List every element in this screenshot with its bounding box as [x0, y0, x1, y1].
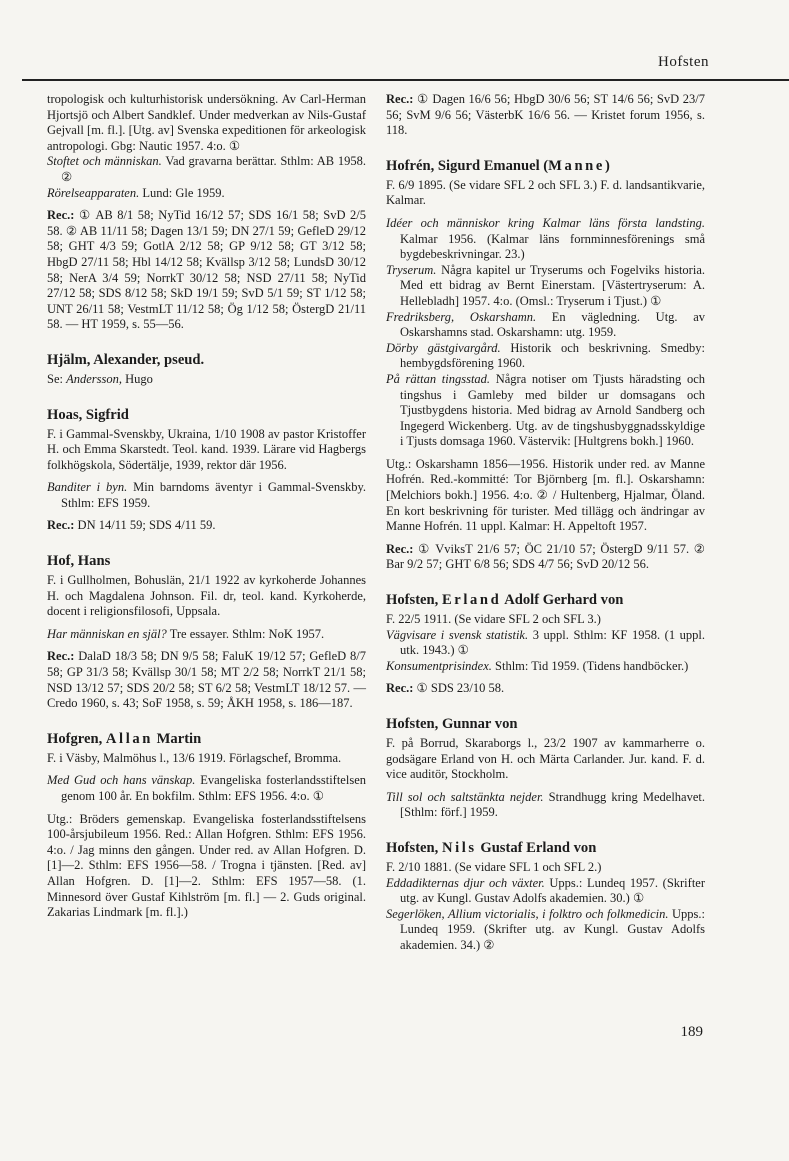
work-title: Dörby gästgivargård.	[386, 340, 501, 355]
work-title: Idéer och människor kring Kalmar läns första landsting.	[386, 215, 705, 230]
left-column	[47, 92, 366, 921]
work-entry	[386, 216, 705, 263]
work-details: Vad gravarna berättar. Sthlm: AB 1958. ②	[61, 154, 367, 184]
reviews-text: DN 14/11 59; SDS 4/11 59.	[77, 518, 216, 533]
work-details: Kalmar 1956. (Kalmar läns fornminnesförenings små bygdebeskrivningar. 23.)	[400, 231, 705, 262]
work-title: Fredriksberg, Oskarshamn.	[386, 309, 537, 324]
reviews	[47, 649, 366, 711]
see-label: Se:	[47, 371, 63, 386]
running-head: Hofsten	[658, 54, 709, 70]
reviews-label: Rec.:	[386, 92, 414, 106]
biography: F. 2/10 1881. (Se vidare SFL 1 och SFL 2.)	[386, 859, 602, 874]
work-entry	[386, 263, 705, 310]
work-title: Konsumentprisindex.	[386, 658, 492, 673]
reviews	[386, 92, 705, 139]
biography: F. 22/5 1911. (Se vidare SFL 2 och SFL 3.)	[386, 612, 601, 627]
reviews-text: ① VviksT 21/6 57; ÖC 21/10 57; ÖstergD 9/11 57. ② Bar 9/2 57; GHT 6/8 56; SDS 4/7 56; SvD 20/12 56.	[386, 541, 706, 572]
reviews-text: DalaD 18/3 58; DN 9/5 58; FaluK 19/12 57; GefleD 8/7 58; GP 31/3 58; Kvällsp 30/1 58; MT 2/2 58; NorrkT 21/1 58; NSD 13/12 57; SDS 20/2 58; ST 6/2 58; VestmLT 18/12 57. — Credo 1960, s. 43; SoF 1958, s. 59; ÅKH 1958, s. 186—187.	[47, 649, 367, 711]
reviews	[47, 518, 366, 534]
reviews-text: ① Dagen 16/6 56; HbgD 30/6 56; ST 14/6 56; SvD 23/7 56; SvM 9/6 56; VästerbK 16/6 56. — Kristet forum 1956, s. 118.	[386, 92, 705, 138]
work-details: Några kapitel ur Tryserums och Fogelviks historia. Med ett bidrag av Bernt Einerstam. [Västertryserum: A. Hellebladh] 1957. 4:o. (Omsl.: Tryserum i Tjust.) ①	[400, 262, 705, 308]
work-entry	[386, 341, 705, 372]
heading-spaced-name: Manne	[548, 157, 605, 174]
heading-close: )	[604, 157, 610, 174]
entry-heading: Hoas, Sigfrid	[47, 406, 129, 423]
heading-surname: Hofgren,	[47, 730, 103, 747]
work-details: Sthlm: Tid 1959. (Tidens handböcker.)	[495, 658, 689, 673]
work-entry	[47, 186, 366, 202]
heading-forename: Gustaf Erland von	[480, 839, 597, 856]
entry-heading	[386, 157, 705, 175]
work-details: Tre essayer. Sthlm: NoK 1957.	[169, 626, 325, 641]
see-reference: Andersson,	[66, 371, 123, 386]
biography: F. i Gullholmen, Bohuslän, 21/1 1922 av kyrkoherde Johannes H. och Magdalena Johnson. Fil. dr, teol. kand. Kyrkoherde, docent i religionsfilosofi, Uppsala.	[47, 573, 366, 619]
work-title: Eddadikternas djur och växter.	[386, 875, 545, 890]
work-entry	[386, 790, 705, 821]
entry-heading: Hofsten, Gunnar von	[386, 716, 518, 732]
work-title: Segerlöken, Allium victorialis, i folktro och folkmedicin.	[386, 906, 669, 921]
work-entry	[386, 907, 705, 954]
heading-surname: Hofsten,	[386, 592, 439, 609]
biography: F. på Borrud, Skaraborgs l., 23/2 1907 av kammarherre o. godsägare Erland von H. och Märta Carlander. Jur. kand. F. d. vice auditör, Stockholm.	[386, 736, 705, 782]
reviews	[47, 208, 366, 333]
entry-heading	[47, 730, 366, 748]
work-details: Upps.: Lundeq 1959. (Skrifter utg. av Kungl. Gustav Adolfs akademien. 34.) ②	[400, 906, 705, 952]
reviews-label: Rec.:	[47, 208, 75, 223]
reviews	[386, 681, 705, 697]
header-rule	[22, 79, 789, 81]
work-entry	[386, 876, 705, 907]
biography: F. i Väsby, Malmöhus l., 13/6 1919. Förlagschef, Bromma.	[47, 750, 342, 765]
heading-forename: Martin	[156, 730, 202, 747]
work-title: Med Gud och hans vänskap.	[47, 773, 196, 788]
work-details: Upps.: Lundeq 1957. (Skrifter utg. av Kungl. Gustav Adolfs akademien. 30.) ①	[400, 875, 705, 906]
editorship: Utg.: Bröders gemenskap. Evangeliska fosterlandsstiftelsens 100-årsjubileum 1956. Red.: Allan Hofgren. Sthlm: EFS 1956. 4:o. / Jag minns den gången. Under red. av Allan Hofgren. D. [1]—2. Sthlm: EFS 1956—58. / Trogna i tjänsten. [Red. av] Allan Hofgren. D. [1]—2. Sthlm: EFS 1957—58. (1. Minnesord över Gustaf Kihlström [m. fl.] — 2. Guds original. Zakarias Lindmark [m. fl.].)	[47, 811, 366, 920]
reviews-label: Rec.:	[386, 541, 414, 556]
entry-continuation-text	[47, 92, 366, 154]
work-details: Evangeliska fosterlandsstiftelsen genom 100 år. En bokfilm. Sthlm: EFS 1956. 4:o. ①	[61, 773, 366, 803]
reviews	[386, 542, 705, 573]
work-entry	[386, 372, 705, 450]
work-title: På rättan tingsstad.	[386, 371, 491, 386]
work-entry	[386, 310, 705, 341]
heading-spaced-name: Nils	[441, 839, 477, 856]
work-title: Banditer i byn.	[47, 480, 128, 495]
work-entry	[47, 627, 366, 643]
work-entry	[47, 480, 366, 511]
work-title: Har människan en själ?	[47, 626, 167, 641]
work-details: Lund: Gle 1959.	[142, 185, 225, 200]
reviews-text: ① AB 8/1 58; NyTid 16/12 57; SDS 16/1 58; SvD 2/5 58. ② AB 11/11 58; Dagen 13/1 59; DN 27/1 59; GefleD 29/12 58; GHT 4/3 59; GotlA 2/12 58; GP 9/12 58; GT 3/12 58; HbgD 27/11 58; Hbl 14/12 58; Kvällsp 3/12 58; LundsD 30/12 58; NerA 3/4 59; NorrkT 30/12 58; NSD 27/11 58; NyTid 27/12 58; SDS 8/12 58; SkD 19/1 59; SvD 5/1 59; ST 1/12 58; UNT 26/11 58; VestmLT 11/12 58; Ög 1/12 58; ÖstergD 21/11 58. — HT 1959, s. 55—56.	[47, 208, 366, 332]
see-reference-forename: Hugo	[125, 371, 153, 386]
work-details: Några notiser om Tjusts häradsting och tingshus i Gamleby med bilder ur domsagans och Tjustbygdens historia. Med bidrag av Arnold Sandberg och Ingegerd Wickenberg. Utg. av de tingshusbyggnadsskyldige i Tjusts domsaga 1960. Västervik: [Hultgrens bokh.] 1960.	[400, 371, 706, 449]
reviews-text: ① SDS 23/10 58.	[416, 681, 505, 696]
biography: F. 6/9 1895. (Se vidare SFL 2 och SFL 3.) F. d. landsantikvarie, Kalmar.	[386, 177, 705, 208]
entry-heading	[386, 839, 705, 857]
biography: F. i Gammal-Svenskby, Ukraina, 1/10 1908 av pastor Kristoffer H. och Emma Skarstedt. Teol. kand. 1939. Lärare vid Hagbergs folkhögskola, Södertälje, 1939, rektor där 1956.	[47, 426, 366, 472]
work-title: Vägvisare i svensk statistik.	[386, 627, 529, 642]
heading-name: Hofrén, Sigurd Emanuel (	[386, 157, 549, 174]
reviews-label: Rec.:	[47, 518, 75, 533]
work-details: Min barndoms äventyr i Gammal-Svenskby. Sthlm: EFS 1959.	[61, 480, 367, 510]
work-entry	[386, 628, 705, 659]
entry-heading: Hjälm, Alexander, pseud.	[47, 351, 205, 368]
work-title: Till sol och saltstänkta nejder.	[386, 789, 544, 804]
work-details: Historik och beskrivning. Smedby: hembygdsförening 1960.	[400, 340, 705, 371]
work-details: En vägledning. Utg. av Oskarshamns stad. Oskarshamn: utg. 1959.	[400, 309, 705, 340]
heading-surname: Hofsten,	[386, 839, 439, 856]
page-number: 189	[680, 1024, 703, 1040]
continuation-text: tropologisk och kulturhistorisk undersökning. Av Carl-Herman Hjortsjö och Albert Sandklef. Under medverkan av Nils-Gustaf Gejvall [m. fl.]. [Utg. av] Svenska expeditionen för arkeologisk antropologi. Gbg: Nautic 1957. 4:o. ①	[47, 92, 366, 153]
work-details: 3 uppl. Sthlm: KF 1958. (1 uppl. utk. 1943.) ①	[400, 627, 705, 658]
entry-heading: Hof, Hans	[47, 553, 111, 570]
editorship: Utg.: Oskarshamn 1856—1956. Historik under red. av Manne Hofrén. Red.-kommitté: Tor Björnberg [m. fl.]. Oskarshamn: [Melchiors bokh.] 1956. 4:o. ② / Hultenberg, Hjalmar, Öland. En kort beskrivning för turister. Med tillägg och ändringar av Manne Hofrén. 11 uppl. Kalmar: H. Appeltoft 1957.	[386, 456, 705, 534]
work-entry	[386, 659, 705, 675]
heading-spaced-name: Erland	[441, 592, 502, 609]
entry-heading	[386, 591, 705, 609]
reviews-label: Rec.:	[47, 649, 75, 664]
heading-forename: Adolf Gerhard von	[504, 592, 624, 609]
work-title: Stoftet och människan.	[47, 154, 162, 169]
cross-reference	[47, 372, 366, 388]
right-column	[386, 92, 705, 954]
work-title: Rörelseapparaten.	[47, 185, 140, 200]
work-entry	[47, 154, 366, 185]
work-details: Strandhugg kring Medelhavet. [Sthlm: förf.] 1959.	[400, 789, 705, 820]
work-entry	[47, 773, 366, 804]
work-title: Tryserum.	[386, 262, 437, 277]
reviews-label: Rec.:	[386, 681, 414, 696]
heading-spaced-name: Allan	[105, 730, 153, 747]
